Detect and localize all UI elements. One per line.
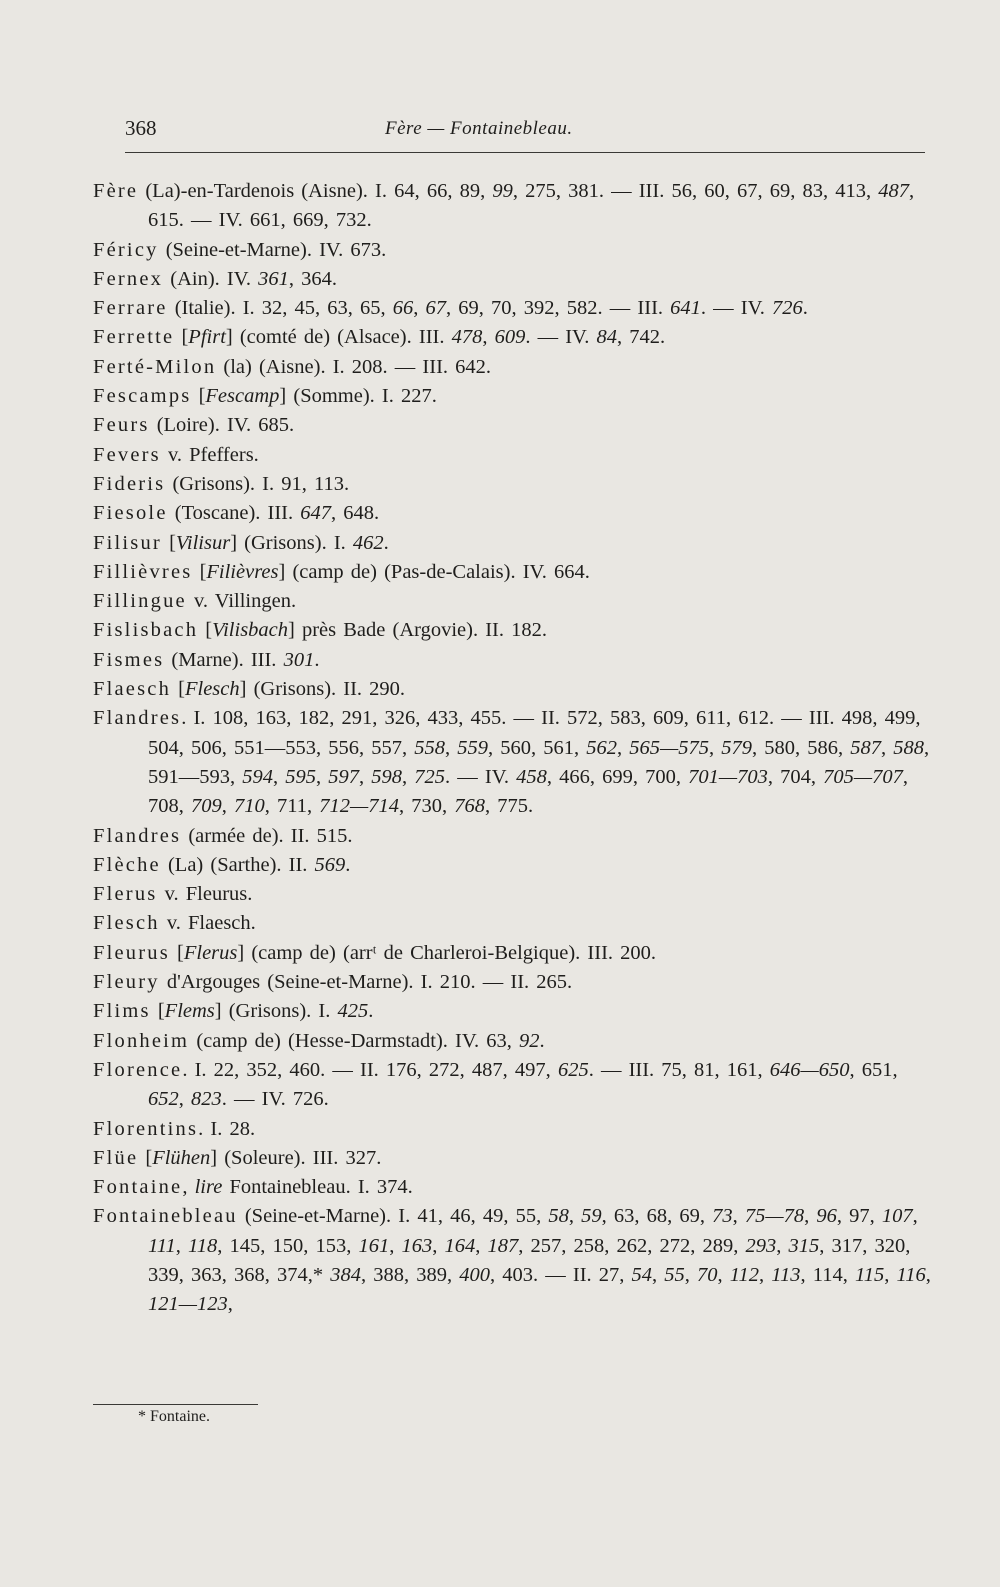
entry-text: , xyxy=(359,765,372,788)
entry-ref-italic: 75—78 xyxy=(744,1205,805,1228)
entry-text: , xyxy=(717,1263,730,1286)
entry-text: , xyxy=(182,1176,195,1199)
entry-headword: Fillièvres xyxy=(93,560,193,583)
entry-ref-italic: 113 xyxy=(771,1263,801,1286)
footnote: * Fontaine. xyxy=(138,1408,210,1425)
entry-text: . xyxy=(539,1029,545,1052)
entry-text: , xyxy=(708,736,722,759)
entry-ref-italic: 559 xyxy=(457,736,488,759)
entry-text: . — III. 75, 81, 161, xyxy=(588,1058,770,1081)
entry-ref-italic: Vilisbach xyxy=(212,619,289,642)
entry-text: , 708, xyxy=(148,765,908,818)
entry-ref-italic: 361 xyxy=(258,267,289,290)
entry-text: , 403. — II. 27, xyxy=(490,1263,632,1286)
entry-text: , xyxy=(617,736,630,759)
entry-ref-italic: Flerus xyxy=(183,941,238,964)
entry-text: . xyxy=(383,531,389,554)
index-entry xyxy=(93,851,933,880)
index-entry xyxy=(93,646,933,675)
entry-ref-italic: 112 xyxy=(729,1263,760,1286)
entry-text: v. Flaesch. xyxy=(159,912,256,935)
index-entry xyxy=(93,236,933,265)
entry-headword: Flesch xyxy=(93,912,160,935)
entry-ref-italic: 565—575 xyxy=(629,736,709,759)
entry-ref-italic: 647 xyxy=(300,502,331,525)
entry-ref-italic: 118 xyxy=(187,1234,218,1257)
running-title: Fère — Fontainebleau. xyxy=(385,118,573,139)
index-entry xyxy=(93,470,933,499)
footnote-rule xyxy=(93,1404,258,1405)
entry-text: v. Villingen. xyxy=(186,590,297,613)
entry-text: , 742. xyxy=(616,326,666,349)
entry-text: , xyxy=(402,765,415,788)
entry-text: (Loire). IV. 685. xyxy=(149,414,295,437)
entry-ref-italic: 163 xyxy=(401,1234,433,1257)
entry-headword: Flaesch xyxy=(93,678,172,701)
entry-ref-italic: 588 xyxy=(893,736,924,759)
entry-ref-italic: 609 xyxy=(494,326,526,349)
entry-headword: Filisur xyxy=(93,531,162,554)
entry-ref-italic: 569 xyxy=(314,853,346,876)
entry-ref-italic: Vilisur xyxy=(175,531,231,554)
entry-ref-italic: 293 xyxy=(745,1234,777,1257)
entry-text: (Italie). I. 32, 45, 63, 65, xyxy=(167,297,393,320)
entry-ref-italic: 121—123 xyxy=(148,1293,228,1316)
entry-text: , xyxy=(413,297,426,320)
entry-headword: Flandres xyxy=(93,824,182,847)
entry-ref-italic: 92 xyxy=(519,1029,540,1052)
entry-text: , xyxy=(652,1263,665,1286)
entry-text: (armée de). II. 515. xyxy=(181,824,353,847)
entry-text: , 648. xyxy=(331,502,380,525)
entry-headword: Fismes xyxy=(93,648,165,671)
entry-headword: Ferté-Milon xyxy=(93,355,217,378)
entry-text: [ xyxy=(138,1146,153,1169)
entry-ref-italic: 594 xyxy=(242,765,273,788)
entry-text: [ xyxy=(198,619,213,642)
entry-ref-italic: 66 xyxy=(392,297,414,320)
entry-text: , 364. xyxy=(288,267,338,290)
entry-headword: Fislisbach xyxy=(93,619,199,642)
entry-text: ] (comté de) (Alsace). III. xyxy=(225,326,452,349)
index-entry xyxy=(93,822,933,851)
entry-text: [ xyxy=(191,385,206,408)
entry-ref-italic: 625 xyxy=(557,1058,589,1081)
entry-text: , 275, 381. — III. 56, 60, 67, 69, 83, 413, xyxy=(512,180,879,202)
entry-text: . I. 108, 163, 182, 291, 326, 433, 455. — II. 572, 583, 609, 611, 612. — III. 498, 499, 504, 506, 551—553, 556, 557, xyxy=(148,707,921,759)
entry-ref-italic: 725 xyxy=(414,765,445,788)
entry-text: , xyxy=(389,1234,402,1257)
entry-text: , 580, 586, xyxy=(751,736,851,759)
entry-text: , xyxy=(912,1205,918,1228)
entry-ref-italic: 384 xyxy=(330,1263,361,1286)
entry-headword: Fleury xyxy=(93,971,160,994)
index-entry xyxy=(93,323,933,352)
entry-text: (la) (Aisne). I. 208. — III. 642. xyxy=(216,355,492,378)
entry-text: (Grisons). I. 91, 113. xyxy=(165,472,350,495)
entry-headword: Fontaine xyxy=(93,1176,183,1199)
entry-text: , xyxy=(925,1263,931,1286)
entry-ref-italic: 187 xyxy=(487,1234,519,1257)
entry-ref-italic: 823 xyxy=(191,1088,222,1111)
entry-text: , xyxy=(759,1263,772,1286)
entry-text: ] (Somme). I. 227. xyxy=(279,385,437,408)
entry-text: [ xyxy=(174,326,189,349)
entry-text: (Seine-et-Marne). IV. 673. xyxy=(158,238,387,261)
entry-ref-italic: 116 xyxy=(896,1263,926,1286)
entry-text: ] près Bade (Argovie). II. 182. xyxy=(288,619,547,642)
index-entry xyxy=(93,1202,933,1319)
entry-headword: Fleurus xyxy=(93,941,170,964)
entry-text: . — IV. xyxy=(700,297,773,320)
entry-text: , xyxy=(445,736,458,759)
entry-text: . — IV. xyxy=(445,765,517,788)
entry-headword: Fiesole xyxy=(93,502,168,525)
entry-ref-italic: 301 xyxy=(283,648,315,671)
entry-text: , 388, 389, xyxy=(361,1263,460,1286)
entry-headword: Florence xyxy=(93,1058,183,1081)
entry-text: , xyxy=(804,1205,817,1228)
entry-text: [ xyxy=(169,941,184,964)
entry-ref-italic: 73 xyxy=(712,1205,733,1228)
index-entry xyxy=(93,1173,933,1202)
entry-ref-italic: 709 xyxy=(191,795,222,818)
entry-ref-italic: 562 xyxy=(586,736,617,759)
entry-ref-italic: 712—714 xyxy=(319,795,399,818)
entry-ref-italic: Flühen xyxy=(152,1146,211,1169)
entry-ref-italic: 99 xyxy=(492,180,513,202)
entry-text: [ xyxy=(171,678,185,701)
entry-text: , 97, xyxy=(836,1205,882,1228)
entry-text: ] (Grisons). II. 290. xyxy=(239,678,406,701)
index-entry xyxy=(93,353,933,382)
entry-text: , 257, 258, 262, 272, 289, xyxy=(518,1234,746,1257)
entry-text: (La)-en-Tardenois (Aisne). I. 64, 66, 89, xyxy=(138,180,493,202)
entry-text: , xyxy=(227,1293,233,1316)
entry-ref-italic: 598 xyxy=(371,765,402,788)
entry-text: , xyxy=(732,1205,745,1228)
index-entry xyxy=(93,997,933,1026)
entry-text: , 317, 320, 339, 363, 368, 374,* xyxy=(148,1234,911,1286)
entry-ref-italic: 487 xyxy=(878,180,909,202)
entry-text: , xyxy=(776,1234,789,1257)
entry-text: , xyxy=(432,1234,445,1257)
entry-ref-italic: 115 xyxy=(855,1263,885,1286)
entry-headword: Flonheim xyxy=(93,1029,190,1052)
entry-text: , 591—593, xyxy=(148,736,930,788)
entry-ref-italic: 58 xyxy=(548,1205,569,1228)
entry-text: . xyxy=(802,297,808,320)
entry-text: , xyxy=(316,765,329,788)
entry-ref-italic: 67 xyxy=(425,297,447,320)
entry-ref-italic: 96 xyxy=(816,1205,837,1228)
entry-ref-italic: Fescamp xyxy=(205,385,280,408)
index-entry xyxy=(93,382,933,411)
entry-text: . xyxy=(314,648,320,671)
entry-ref-italic: 646—650 xyxy=(769,1058,850,1081)
entry-text: , xyxy=(178,1088,191,1111)
entry-text: ] (Grisons). I. xyxy=(230,531,353,554)
page-number: 368 xyxy=(125,116,157,140)
entry-ref-italic: 579 xyxy=(721,736,752,759)
entry-text: , 711, xyxy=(264,795,320,818)
index-entry xyxy=(93,558,933,587)
entry-headword: Feurs xyxy=(93,414,150,437)
entry-ref-italic: Filièvres xyxy=(206,560,279,583)
entry-text: , xyxy=(475,1234,488,1257)
entry-text: , 63, 68, 69, xyxy=(601,1205,713,1228)
index-entry xyxy=(93,294,933,323)
entry-headword: Flüe xyxy=(93,1146,139,1169)
entry-text: v. Pfeffers. xyxy=(160,443,259,466)
entry-ref-italic: 462 xyxy=(352,531,384,554)
entry-text: [ xyxy=(161,531,176,554)
index-entry xyxy=(93,587,933,616)
entry-ref-italic: 587 xyxy=(850,736,881,759)
entry-ref-italic: 652 xyxy=(148,1088,179,1111)
entry-text: (camp de) (Hesse-Darmstadt). IV. 63, xyxy=(189,1029,520,1052)
entry-ref-italic: 558 xyxy=(414,736,445,759)
entry-text: , 730, xyxy=(398,795,455,818)
entry-headword: Fescamps xyxy=(93,385,192,408)
entry-ref-italic: Flems xyxy=(164,1000,215,1023)
entry-text: , 704, xyxy=(767,765,824,788)
index-entry xyxy=(93,704,933,821)
entry-text: ] (camp de) (Pas-de-Calais). IV. 664. xyxy=(278,560,590,583)
index-entry xyxy=(93,1056,933,1115)
entry-text: d'Argouges (Seine-et-Marne). I. 210. — II. 265. xyxy=(159,971,573,994)
index-entry xyxy=(93,968,933,997)
entry-text: , 145, 150, 153, xyxy=(217,1234,359,1257)
entry-ref-italic: 59 xyxy=(581,1205,602,1228)
entry-text: . — IV. xyxy=(525,326,597,349)
entry-text: v. Fleurus. xyxy=(157,883,253,906)
index-entry xyxy=(93,265,933,294)
index-entry xyxy=(93,441,933,470)
entry-text: (Toscane). III. xyxy=(167,502,301,525)
entry-ref-italic: 54 xyxy=(631,1263,653,1286)
index-entry xyxy=(93,1144,933,1173)
entry-text: , xyxy=(884,1263,897,1286)
entry-headword: Flandres xyxy=(93,707,182,730)
entry-text: (Ain). IV. xyxy=(163,267,259,290)
index-entry xyxy=(93,939,933,968)
index-entry xyxy=(93,411,933,440)
entry-text: , xyxy=(880,736,894,759)
entry-ref-italic: 55 xyxy=(664,1263,685,1286)
entry-headword: Ferrare xyxy=(93,297,168,320)
entry-ref-italic: 70 xyxy=(697,1263,718,1286)
entry-ref-italic: 161 xyxy=(358,1234,390,1257)
entry-ref-italic: 111 xyxy=(148,1234,176,1257)
entry-ref-italic: 458 xyxy=(516,765,547,788)
entry-text: Fontainebleau. I. 374. xyxy=(222,1176,413,1199)
entry-text: , 775. xyxy=(484,795,534,818)
entry-headword: Fevers xyxy=(93,443,161,466)
entry-headword: Fillingue xyxy=(93,590,187,613)
page-header xyxy=(125,112,925,153)
entry-text: , xyxy=(175,1234,188,1257)
entry-headword: Flims xyxy=(93,1000,151,1023)
entry-ref-italic: 84 xyxy=(596,326,617,349)
entry-ref-italic: 478 xyxy=(451,326,483,349)
entry-text: ] (Soleure). III. 327. xyxy=(210,1146,382,1169)
entry-text: (Marne). III. xyxy=(164,648,284,671)
entry-ref-italic: 768 xyxy=(454,795,485,818)
entry-text: ] (Grisons). I. xyxy=(214,1000,338,1023)
entry-headword: Florentins xyxy=(93,1117,199,1140)
entry-text: , 69, 70, 392, 582. — III. xyxy=(446,297,671,320)
entry-text: (La) (Sarthe). II. xyxy=(160,853,315,876)
entry-headword: Féricy xyxy=(93,238,159,261)
index-entry xyxy=(93,675,933,704)
index-entry xyxy=(93,880,933,909)
entry-ref-italic: 701—703 xyxy=(688,765,768,788)
entry-ref-italic: 425 xyxy=(337,1000,369,1023)
entry-ref-italic: 400 xyxy=(459,1263,490,1286)
entry-text: . — IV. 726. xyxy=(221,1088,329,1111)
entry-text: , xyxy=(482,326,495,349)
entry-headword: Fère xyxy=(93,180,139,202)
entry-headword: Flèche xyxy=(93,853,161,876)
entry-ref-italic: 641 xyxy=(670,297,701,320)
entry-text: (Seine-et-Marne). I. 41, 46, 49, 55, xyxy=(237,1205,549,1228)
entry-headword: Fideris xyxy=(93,472,166,495)
entry-headword: Fernex xyxy=(93,267,164,290)
entry-ref-italic: 164 xyxy=(444,1234,476,1257)
entry-text: , 651, xyxy=(849,1058,898,1081)
entry-text: [ xyxy=(150,1000,165,1023)
entry-text: . I. 22, 352, 460. — II. 176, 272, 487, 497, xyxy=(182,1058,558,1081)
entry-text: , 615. — IV. 661, 669, 732. xyxy=(148,180,915,232)
entry-text: [ xyxy=(192,560,207,583)
entry-text: . xyxy=(345,853,351,876)
entry-headword: Flerus xyxy=(93,883,158,906)
entry-text: , 466, 699, 700, xyxy=(546,765,689,788)
entry-headword: Fontainebleau xyxy=(93,1205,238,1228)
entry-text: , 114, xyxy=(800,1263,855,1286)
entry-text: . xyxy=(368,1000,374,1023)
entry-headword: Ferrette xyxy=(93,326,175,349)
entry-text: , xyxy=(568,1205,582,1228)
index-entry xyxy=(93,616,933,645)
entry-ref-italic: 315 xyxy=(788,1234,820,1257)
entry-ref-italic: Pfirt xyxy=(188,326,226,349)
entry-text: , xyxy=(221,795,234,818)
index-entry xyxy=(93,1027,933,1056)
entry-ref-italic: 726 xyxy=(772,297,803,320)
entry-text: , xyxy=(273,765,286,788)
index-entries xyxy=(93,177,933,1320)
entry-text: . I. 28. xyxy=(198,1117,256,1140)
index-entry xyxy=(93,909,933,938)
entry-ref-italic: lire xyxy=(194,1176,223,1199)
entry-text: , xyxy=(684,1263,698,1286)
entry-ref-italic: 597 xyxy=(328,765,359,788)
entry-ref-italic: 705—707 xyxy=(823,765,903,788)
index-entry xyxy=(93,499,933,528)
entry-ref-italic: Flesch xyxy=(184,678,240,701)
entry-ref-italic: 595 xyxy=(285,765,316,788)
index-entry xyxy=(93,529,933,558)
entry-ref-italic: 107 xyxy=(881,1205,913,1228)
entry-text: ] (camp de) (arrᵗ de Charleroi-Belgique). III. 200. xyxy=(237,941,657,964)
entry-ref-italic: 710 xyxy=(234,795,265,818)
index-entry xyxy=(93,1115,933,1144)
entry-text: , 560, 561, xyxy=(488,736,587,759)
index-entry xyxy=(93,177,933,236)
